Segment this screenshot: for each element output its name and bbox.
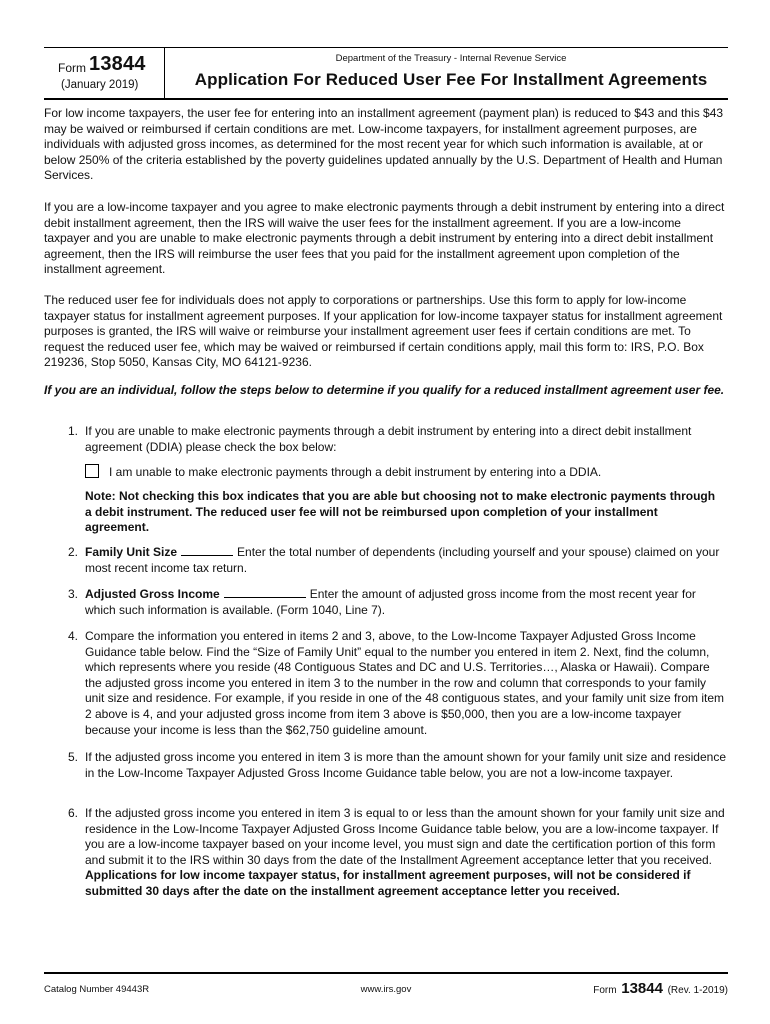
family-unit-size-label: Family Unit Size xyxy=(85,545,178,559)
form-date: (January 2019) xyxy=(61,79,139,91)
instructions-heading: If you are an individual, follow the steps below to determine if you qualify for a reduced installment agreement user fee. xyxy=(44,383,725,397)
item-number: 5. xyxy=(68,750,79,764)
item-5 xyxy=(68,750,728,781)
ddia-checkbox[interactable] xyxy=(85,464,99,478)
adjusted-gross-income-label: Adjusted Gross Income xyxy=(85,587,220,601)
footer-form-number: 13844 xyxy=(621,980,663,997)
item-number: 1. xyxy=(68,424,79,438)
item-number: 3. xyxy=(68,587,79,601)
item-6-text: If the adjusted gross income you entered in item 3 is equal to or less than the amount shown for your family unit size and residence in the Low-Income Taxpayer Adjusted Gross Income Guidance table below, you are a low-income taxpayer. If you are a low-income taxpayer based on your income level, you must sign and date the certification portion of this form and submit it to the IRS within 30 days from the date of the Installment Agreement acceptance letter that you received. xyxy=(85,806,725,867)
form-id-box xyxy=(44,48,165,98)
item-6-body xyxy=(85,806,728,900)
footer-form-id xyxy=(593,980,728,997)
intro-paragraph-2: If you are a low-income taxpayer and you agree to make electronic payments through a debit instrument by entering into a direct debit installment agreement, then the IRS will waive the user fees for the installment agreement. If you are a low-income taxpayer and you are unable to make electronic payments through a debit instrument by entering into a direct debit installment agreement, then the IRS will reimburse the user fees that you paid for the installment agreement upon completion of the installment agreement. xyxy=(44,200,725,277)
item-4 xyxy=(68,629,728,738)
department-name: Department of the Treasury - Internal Revenue Service xyxy=(335,53,567,64)
item-3-body xyxy=(85,587,728,618)
item-6-bold-text: Applications for low income taxpayer status, for installment agreement purposes, will not be considered if submitted 30 days after the date on the installment agreement acceptance letter you received. xyxy=(85,868,691,898)
ddia-checkbox-label: I am unable to make electronic payments through a debit instrument by entering into a DDIA. xyxy=(109,465,602,479)
ddia-note: Note: Not checking this box indicates that you are able but choosing not to make electronic payments through a debit instrument. The reduced user fee will not be reimbursed upon completion of your installment agreement. xyxy=(85,489,716,535)
item-number: 4. xyxy=(68,629,79,643)
footer-revision: (Rev. 1-2019) xyxy=(667,985,728,996)
item-1-text: If you are unable to make electronic payments through a debit instrument by entering into a direct debit installment agreement (DDIA) please check the box below: xyxy=(85,424,692,454)
item-number: 2. xyxy=(68,545,79,559)
item-number: 6. xyxy=(68,806,79,820)
irs-website-link[interactable]: www.irs.gov xyxy=(360,984,412,995)
ddia-checkbox-row xyxy=(85,464,601,481)
catalog-number: Catalog Number 49443R xyxy=(44,984,150,995)
item-2-body xyxy=(85,545,728,576)
item-3-text: Enter the amount of adjusted gross income from the most recent year for which such information is available. (Form 1040, Line 7). xyxy=(85,587,696,617)
item-6 xyxy=(68,806,728,900)
form-word: Form xyxy=(58,61,86,75)
form-header xyxy=(44,47,728,100)
item-3 xyxy=(68,587,728,618)
item-2 xyxy=(68,545,728,576)
item-2-text: Enter the total number of dependents (including yourself and your spouse) claimed on your most recent income tax return. xyxy=(85,545,720,575)
adjusted-gross-income-field[interactable] xyxy=(224,587,306,598)
item-4-text: Compare the information you entered in items 2 and 3, above, to the Low-Income Taxpayer Adjusted Gross Income Guidance table below. Find the “Size of Family Unit” equal to the number you entered in item 2. Next, find the column, which represents where you reside (48 Contiguous States and DC and U.S. Territories…, Alaska or Hawaii). Compare the adjusted gross income you entered in item 3 to the number in the row and column that corresponds to your family unit size and residence. For example, if you reside in one of the 48 contiguous states, and your family unit size from item 2 above is 4, and your adjusted gross income from item 3 above is $50,000, then you are a low-income taxpayer because your income is less than the $62,750 guideline amount. xyxy=(85,629,724,737)
intro-paragraph-3: The reduced user fee for individuals does not apply to corporations or partnerships. Use this form to apply for low-income taxpayer status for installment agreement purposes. If your application for low-income taxpayer status for installment agreement purposes is granted, the IRS will waive or reimburse your installment agreement user fees if certain conditions are met. To request the reduced user fee, which may be waived or reimbursed if certain conditions apply, mail this form to: IRS, P.O. Box 219236, Stop 5050, Kansas City, MO 64121-9236. xyxy=(44,293,723,370)
form-title: Application For Reduced User Fee For Installment Agreements xyxy=(194,70,708,89)
item-1 xyxy=(68,424,728,455)
family-unit-size-field[interactable] xyxy=(181,545,233,556)
footer-form-word: Form xyxy=(593,985,617,996)
form-number: 13844 xyxy=(89,53,146,75)
intro-paragraph-1: For low income taxpayers, the user fee for entering into an installment agreement (payment plan) is reduced to $43 and this $43 may be waived or reimbursed if certain conditions are met. Low-income taxpayers, for installment agreement purposes, are individuals with adjusted gross incomes, as determined for the most recent year for which such information is available, at or below 250% of the criteria established by the poverty guidelines updated annually by the U.S. Department of Health and Human Services. xyxy=(44,106,724,183)
form-footer xyxy=(44,972,728,1000)
item-5-text: If the adjusted gross income you entered in item 3 is more than the amount shown for your family unit size and residence in the Low-Income Taxpayer Adjusted Gross Income Guidance table below, you are not a low-income taxpayer. xyxy=(85,750,727,780)
